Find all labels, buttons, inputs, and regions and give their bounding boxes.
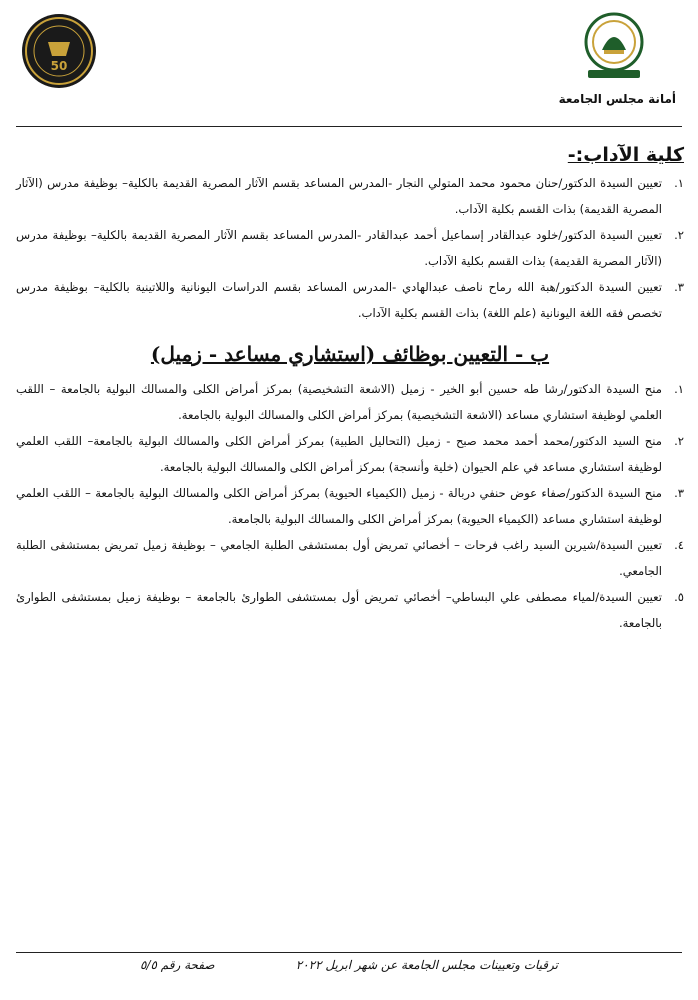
item-text: تعيين السيدة/شيرين السيد راغب فرحات – أخصائي تمريض أول بمستشفى الطلبة الجامعي – بوظيفة زميل تمريض بمستشفى الطلبة الجامعي. <box>16 538 662 578</box>
faculty-title <box>16 140 684 170</box>
item-text: منح السيدة الدكتور/رشا طه حسين أبو الخير - زميل (الاشعة التشخيصية) بمركز أمراض الكلى والمسالك البولية بالجامعة – اللقب العلمي لوظيفة استشاري مساعد (الاشعة التشخيصية) بمركز أمراض الكلى والمسالك البولية بالجامعة. <box>16 382 662 422</box>
footer-page-number: صفحة رقم ٥/٥ <box>140 958 215 972</box>
list-item <box>16 376 684 428</box>
section-heading <box>16 338 684 370</box>
document-body <box>16 140 684 636</box>
header-divider <box>16 126 682 127</box>
faculty-title-text: كلية الآداب:- <box>567 144 684 166</box>
page-footer <box>140 958 558 972</box>
section-heading-text: ب - التعيين بوظائف (استشاري مساعد - زميل) <box>150 342 550 366</box>
university-logo <box>574 10 654 82</box>
item-text: تعيين السيدة الدكتور/حنان محمود محمد المتولي النجار -المدرس المساعد بقسم الآثار المصرية القديمة بالكلية– بوظيفة مدرس (الآثار المصرية القديمة) بذات القسم بكلية الآداب. <box>16 176 662 216</box>
list-item <box>16 480 684 532</box>
list-item <box>16 584 684 636</box>
list-item <box>16 170 684 222</box>
item-text: تعيين السيدة الدكتور/هبة الله رماح ناصف عبدالهادي -المدرس المساعد بقسم الدراسات اليونانية واللاتينية بالكلية– بوظيفة مدرس تخصص فقه اللغة اليونانية (علم اللغة) بذات القسم بكلية الآداب. <box>16 280 662 320</box>
item-number: ١. <box>674 176 684 190</box>
list-item <box>16 532 684 584</box>
footer-document-title: ترقيات وتعيينات مجلس الجامعة عن شهر ابريل ٢٠٢٢ <box>295 958 558 972</box>
footer-divider <box>16 952 682 953</box>
list-item <box>16 428 684 480</box>
list-item <box>16 222 684 274</box>
item-text: تعيين السيدة/لمياء مصطفى علي البساطي– أخصائي تمريض أول بمستشفى الطوارئ بالجامعة – بوظيفة زميل بمستشفى الطوارئ بالجامعة. <box>16 590 662 630</box>
item-text: تعيين السيدة الدكتور/خلود عبدالقادر إسماعيل أحمد عبدالقادر -المدرس المساعد بقسم الآثار المصرية القديمة بالكلية– بوظيفة مدرس (الآثار المصرية القديمة) بذات القسم بكلية الآداب. <box>16 228 662 268</box>
item-text: منح السيدة الدكتور/صفاء عوض حنفي دربالة - زميل (الكيمياء الحيوية) بمركز أمراض الكلى والمسالك البولية بالجامعة – اللقب العلمي لوظيفة استشاري مساعد (الكيمياء الحيوية) بمركز أمراض الكلى والمسالك البولية بالجامعة. <box>16 486 662 526</box>
council-secretariat-label: أمانة مجلس الجامعة <box>558 92 676 106</box>
item-number: ٣. <box>674 280 684 294</box>
item-number: ٢. <box>674 434 684 448</box>
item-number: ٥. <box>674 590 684 604</box>
item-text: منح السيد الدكتور/محمد أحمد محمد صبح - زميل (التحاليل الطبية) بمركز أمراض الكلى والمسالك البولية بالجامعة– اللقب العلمي لوظيفة استشاري مساعد في علم الحيوان (خلية وأنسجة) بمركز أمراض الكلى والمسالك البولية بالجامعة. <box>16 434 662 474</box>
item-number: ٣. <box>674 486 684 500</box>
item-number: ٢. <box>674 228 684 242</box>
list-item <box>16 274 684 326</box>
item-number: ٤. <box>674 538 684 552</box>
item-number: ١. <box>674 382 684 396</box>
anniversary-logo <box>20 12 98 90</box>
svg-text:50: 50 <box>50 59 68 73</box>
